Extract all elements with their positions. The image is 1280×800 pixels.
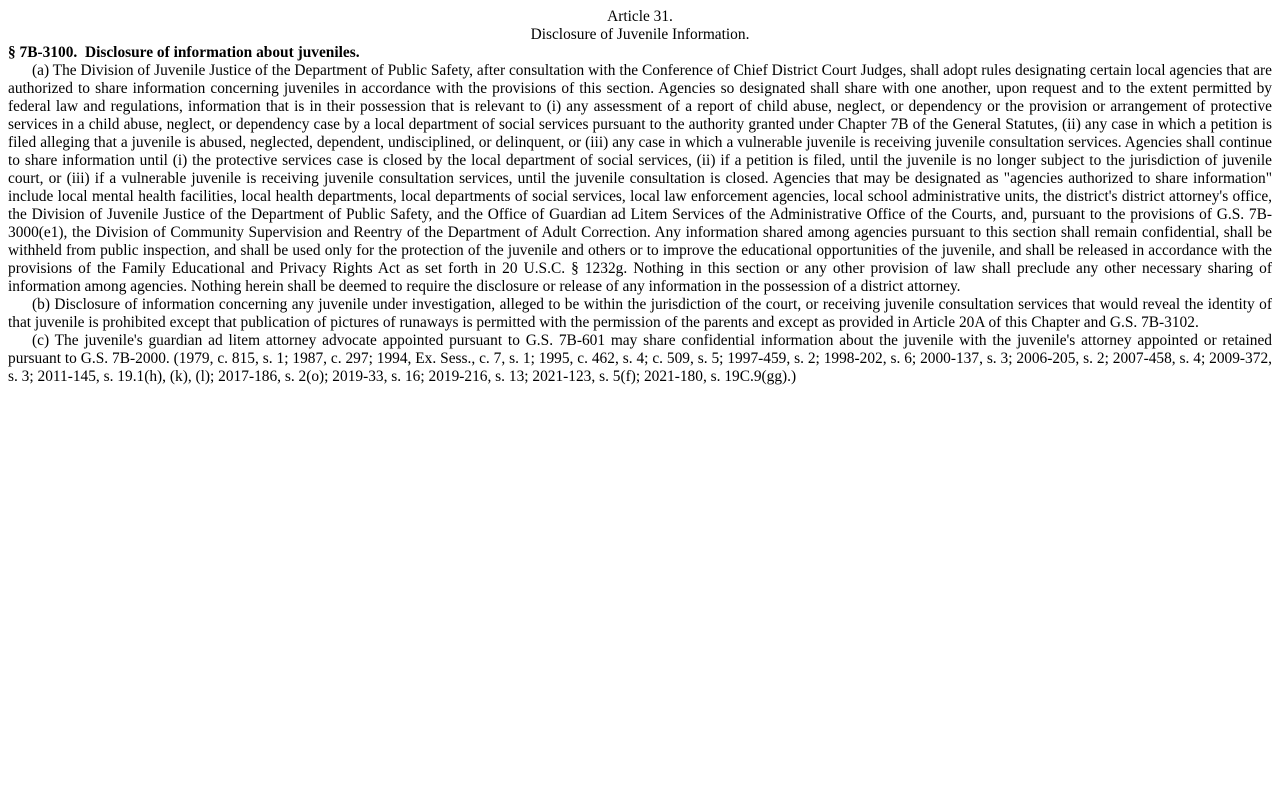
statute-page (0, 0, 1280, 386)
paragraph-c: (c) The juvenile's guardian ad litem attorney advocate appointed pursuant to G.S. 7B-601 may share confidential information about the juvenile with the juvenile's attorney appointed or retained pursuant to G.S. 7B-2000. (1979, c. 815, s. 1; 1987, c. 297; 1994, Ex. Sess., c. 7, s. 1; 1995, c. 462, s. 4; c. 509, s. 5; 1997-459, s. 2; 1998-202, s. 6; 2000-137, s. 3; 2006-205, s. 2; 2007-458, s. 4; 2009-372, s. 3; 2011-145, s. 19.1(h), (k), (l); 2017-186, s. 2(o); 2019-33, s. 16; 2019-216, s. 13; 2021-123, s. 5(f); 2021-180, s. 19C.9(gg).) (8, 332, 1272, 385)
paragraph-a: (a) The Division of Juvenile Justice of the Department of Public Safety, after consultation with the Conference of Chief District Court Judges, shall adopt rules designating certain local agencies that are authorized to share information concerning juveniles in accordance with the provisions of this section. Agencies so designated shall share with one another, upon request and to the extent permitted by federal law and regulations, information that is in their possession that is relevant to (i) any assessment of a report of child abuse, neglect, or dependency or the provision or arrangement of protective services in a child abuse, neglect, or dependency case by a local department of social services pursuant to the authority granted under Chapter 7B of the General Statutes, (ii) any case in which a petition is filed alleging that a juvenile is abused, neglected, dependent, undisciplined, or delinquent, or (iii) any case in which a vulnerable juvenile is receiving juvenile consultation services. Agencies shall continue to share information until (i) the protective services case is closed by the local department of social services, (ii) if a petition is filed, until the juvenile is no longer subject to the jurisdiction of juvenile court, or (iii) if a vulnerable juvenile is receiving juvenile consultation services, until the juvenile consultation is closed. Agencies that may be designated as "agencies authorized to share information" include local mental health facilities, local health departments, local departments of social services, local law enforcement agencies, local school administrative units, the district's district attorney's office, the Division of Juvenile Justice of the Department of Public Safety, and the Office of Guardian ad Litem Services of the Administrative Office of the Courts, and, pursuant to the provisions of G.S. 7B-3000(e1), the Division of Community Supervision and Reentry of the Department of Adult Correction. Any information shared among agencies pursuant to this section shall remain confidential, shall be withheld from public inspection, and shall be used only for the protection of the juvenile and others or to improve the educational opportunities of the juvenile, and shall be released in accordance with the provisions of the Family Educational and Privacy Rights Act as set forth in 20 U.S.C. § 1232g. Nothing in this section or any other provision of law shall preclude any other necessary sharing of information among agencies. Nothing herein shall be deemed to require the disclosure or release of any information in the possession of a district attorney. (8, 62, 1272, 295)
paragraph-b: (b) Disclosure of information concerning any juvenile under investigation, alleged to be within the jurisdiction of the court, or receiving juvenile consultation services that would reveal the identity of that juvenile is prohibited except that publication of pictures of runaways is permitted with the permission of the parents and except as provided in Article 20A of this Chapter and G.S. 7B-3102. (8, 296, 1272, 331)
section-heading: § 7B-3100. Disclosure of information about juveniles. (8, 44, 360, 61)
article-title: Disclosure of Juvenile Information. (530, 26, 750, 43)
article-number: Article 31. (607, 8, 673, 25)
